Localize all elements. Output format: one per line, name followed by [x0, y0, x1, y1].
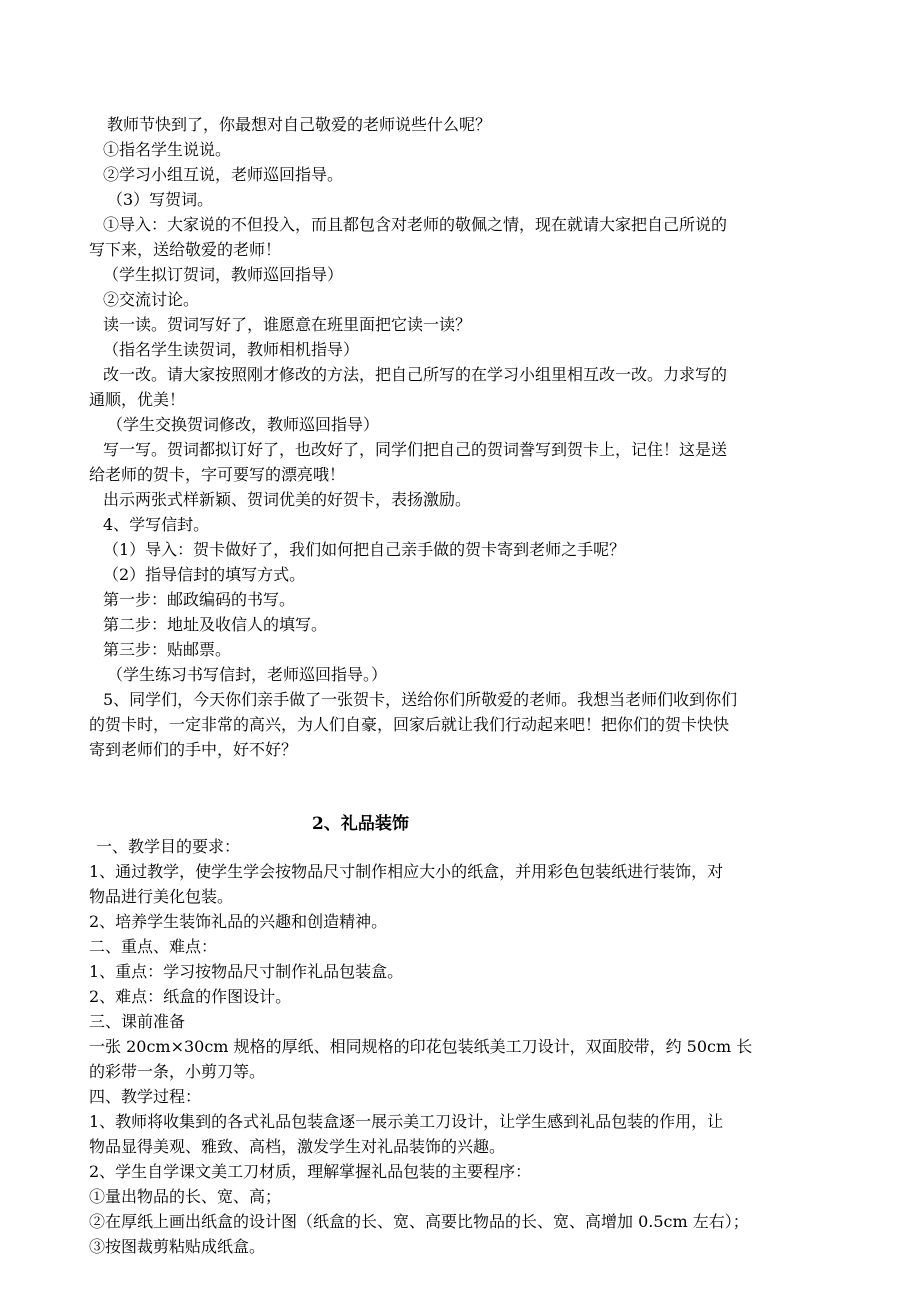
text-line: 1、重点：学习按物品尺寸制作礼品包装盒。 [89, 962, 404, 981]
text-line: 2、培养学生装饰礼品的兴趣和创造精神。 [89, 912, 388, 931]
text-line: 第三步：贴邮票。 [103, 640, 232, 659]
text-line: 四、教学过程： [89, 1087, 202, 1106]
text-line: 给老师的贺卡，字可要写的漂亮哦！ [89, 465, 346, 484]
text-line: 2、学生自学课文美工刀材质，理解掌握礼品包装的主要程序： [89, 1162, 532, 1181]
text-line: 通顺，优美！ [89, 390, 186, 409]
text-line: ②在厚纸上画出纸盒的设计图（纸盒的长、宽、高要比物品的长、宽、高增加 0.5cm 左右）； [89, 1212, 749, 1231]
text-line: 1、教师将收集到的各式礼品包装盒逐一展示美工刀设计，让学生感到礼品包装的作用，让 [89, 1112, 724, 1131]
text-line: ①指名学生说说。 [103, 140, 232, 159]
text-line: 三、课前准备 [89, 1012, 186, 1031]
text-line: ②学习小组互说，老师巡回指导。 [103, 165, 344, 184]
text-line: （学生拟订贺词，教师巡回指导） [103, 265, 344, 284]
text-line: 一张 20cm×30cm 规格的厚纸、相同规格的印花包装纸美工刀设计，双面胶带，约 50cm 长 [89, 1037, 753, 1056]
text-line: ①量出物品的长、宽、高； [89, 1187, 282, 1206]
text-line: 第二步：地址及收信人的填写。 [103, 615, 328, 634]
text-line: 改一改。请大家按照刚才修改的方法，把自己所写的在学习小组里相互改一改。力求写的 [103, 365, 728, 384]
text-line: （学生练习书写信封，老师巡回指导。） [107, 665, 388, 684]
text-line: 出示两张式样新颖、贺词优美的好贺卡，表扬激励。 [103, 490, 472, 509]
text-line: 2、难点：纸盒的作图设计。 [89, 987, 292, 1006]
text-line: （3）写贺词。 [107, 190, 214, 209]
text-line: 5、同学们，今天你们亲手做了一张贺卡，送给你们所敬爱的老师。我想当老师们收到你们 [103, 690, 738, 709]
text-line: ②交流讨论。 [103, 290, 200, 309]
text-line: ③按图裁剪粘贴成纸盒。 [89, 1237, 266, 1256]
text-line: 的彩带一条，小剪刀等。 [89, 1062, 266, 1081]
section-title: 2、礼品装饰 [312, 814, 409, 834]
text-line: ①导入：大家说的不但投入，而且都包含对老师的敬佩之情，现在就请大家把自己所说的 [103, 215, 728, 234]
text-line: 教师节快到了，你最想对自己敬爱的老师说些什么呢？ [107, 115, 492, 134]
text-line: 的贺卡时，一定非常的高兴，为人们自豪，回家后就让我们行动起来吧！把你们的贺卡快快 [89, 715, 730, 734]
text-line: （指名学生读贺词，教师相机指导） [103, 340, 360, 359]
text-line: 读一读。贺词写好了，谁愿意在班里面把它读一读？ [103, 315, 472, 334]
text-line: 寄到老师们的手中，好不好？ [89, 740, 298, 759]
text-line: 4、学写信封。 [103, 515, 210, 534]
text-line: 物品显得美观、雅致、高档，激发学生对礼品装饰的兴趣。 [89, 1137, 506, 1156]
text-line: 物品进行美化包装。 [89, 887, 234, 906]
text-line: 二、重点、难点： [89, 937, 218, 956]
text-line: 写下来，送给敬爱的老师！ [89, 240, 282, 259]
text-line: （2）指导信封的填写方式。 [103, 565, 306, 584]
text-line: 1、通过教学，使学生学会按物品尺寸制作相应大小的纸盒，并用彩色包装纸进行装饰，对 [89, 862, 724, 881]
text-line: 写一写。贺词都拟订好了，也改好了，同学们把自己的贺词誊写到贺卡上，记住！这是送 [103, 440, 728, 459]
text-line: 一、教学目的要求： [96, 837, 241, 856]
text-line: 第一步：邮政编码的书写。 [103, 590, 296, 609]
text-line: （学生交换贺词修改，教师巡回指导） [107, 415, 380, 434]
text-line: （1）导入：贺卡做好了，我们如何把自己亲手做的贺卡寄到老师之手呢？ [103, 540, 626, 559]
